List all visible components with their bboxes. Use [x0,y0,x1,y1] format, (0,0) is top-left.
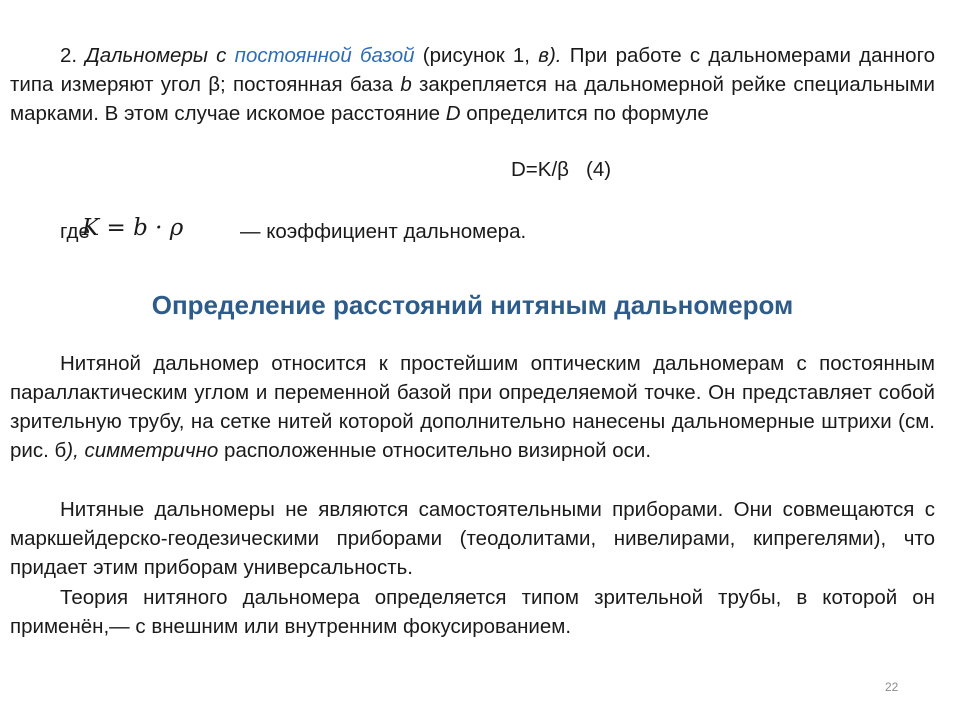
k-formula: K = b · ρ [82,215,184,241]
paragraph-stadia-rangefinder [10,349,935,465]
where-clause [60,214,660,248]
paragraph2-italic: ), симметрично [66,439,219,462]
figure-ref-letter: в). [538,44,562,67]
paragraph2-text1: Нитяной дальномер относится к простейшим оптическим дальномерам с постоянным параллактическим углом и переменной базой при определяемой точке. Он представляет собой зрительную трубу, на сетке нитей которой дополнительно нанесены дальномерные штрихи (см. рис. б [10,352,935,462]
paragraph1-text2: закрепляется на дальномерной рейке специальными марками. В этом случае искомое расстояние [10,73,935,125]
formula-expression: D=K/β [511,158,569,181]
item-title: Дальномеры с [85,44,227,67]
where-word: где [60,220,90,243]
formula-number: (4) [586,158,612,181]
item-number: 2. [60,44,78,67]
page-number: 22 [885,680,899,694]
paragraph-theory: Теория нитяного дальномера определяется типом зрительной трубы, в которой он применён,— с внешним или внутренним фокусированием. [10,586,935,638]
section-heading: Определение расстояний нитяным дальномером [151,290,794,320]
formula-4 [511,155,611,184]
paragraph2-text2: расположенные относительно визирной оси. [224,439,652,462]
paragraph-not-standalone: Нитяные дальномеры не являются самостоятельными приборами. Они совмещаются с маркшейдерско-геодезическими приборами (теодолитами, нивелирами, кипрегелями), что придает этим приборам универсальность. [10,498,935,579]
coefficient-description: — коэффициент дальномера. [240,220,527,243]
paragraph1-text1: При работе с дальномерами данного типа измеряют угол β; постоянная база [10,44,936,96]
figure-ref: (рисунок 1, [422,44,531,67]
fixed-base-link[interactable]: постоянной базой [234,44,415,67]
symbol-b: b [400,73,412,96]
paragraph1-text3: определится по формуле [466,102,709,125]
paragraph-fixed-base-rangefinders [10,41,935,128]
symbol-d: D [445,102,461,125]
